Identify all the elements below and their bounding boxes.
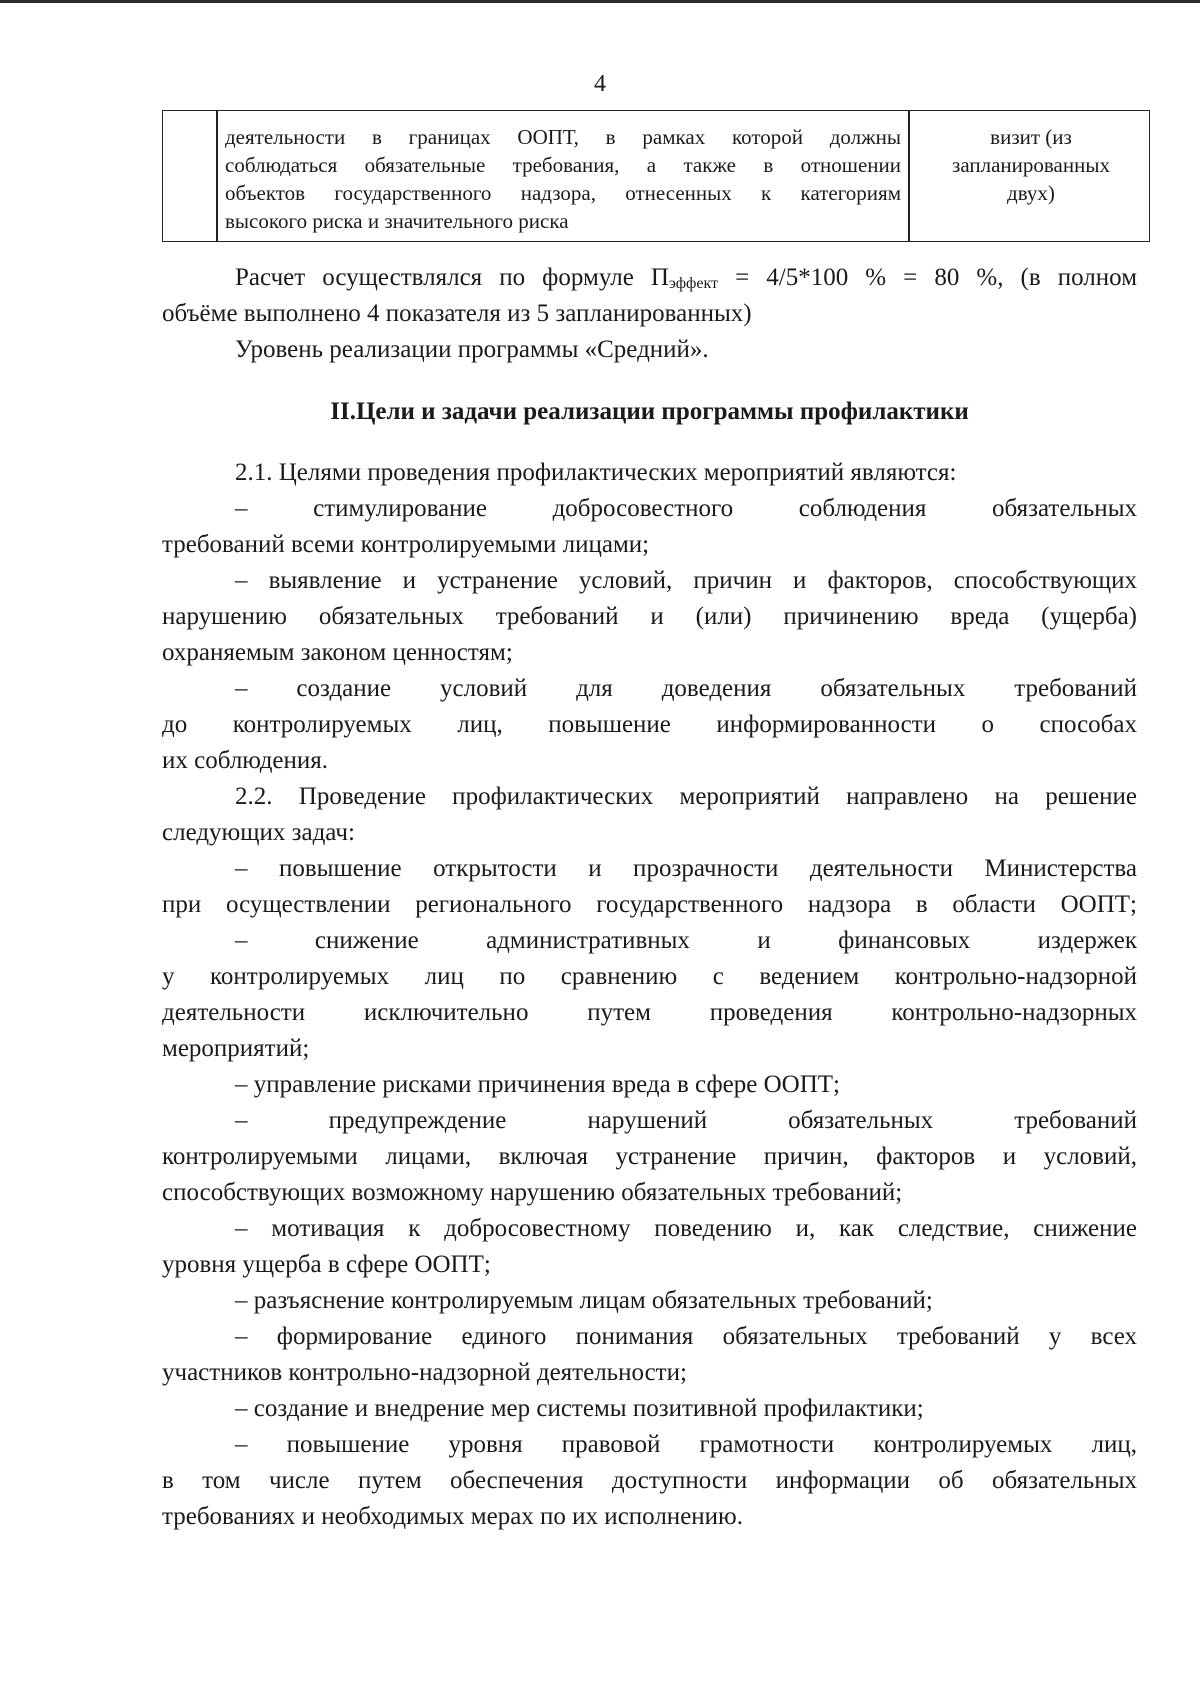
text-line: в том числе путем обеспечения доступности информации об обязательных [162,1467,1137,1494]
formula-text: Расчет осуществлялся по формуле П [235,264,669,291]
table-cell-line: двух) [1007,181,1055,205]
text-line: – предупреждение нарушений обязательных требований [235,1107,1137,1134]
program-level-line: Уровень реализации программы «Средний». [235,336,709,363]
table-cell-line: высокого риска и значительного риска [225,209,569,233]
text-line: у контролируемых лиц по сравнению с ведением контрольно-надзорной [162,963,1137,990]
text-line: способствующих возможному нарушению обязательных требований; [162,1179,903,1206]
text-line: при осуществлении регионального государственного надзора в области ООПТ; [162,891,1137,918]
text-line: до контролируемых лиц, повышение информированности о способах [162,711,1137,738]
text-line: их соблюдения. [162,747,329,774]
text-line: – разъяснение контролируемым лицам обязательных требований; [235,1287,933,1314]
text-line: участников контрольно-надзорной деятельности; [162,1359,687,1386]
table-cell-description [225,123,901,235]
text-line: 2.1. Целями проведения профилактических мероприятий являются: [235,459,957,486]
text-line: – управление рисками причинения вреда в сфере ООПТ; [235,1071,840,1098]
text-line: – снижение административных и финансовых издержек [235,927,1137,954]
table-cell-value [915,123,1147,207]
formula-result: = 4/5*100 % = 80 %, (в полном [718,264,1138,291]
text-line: – выявление и устранение условий, причин и факторов, способствующих [235,567,1137,594]
formula-subscript: эффект [668,275,719,292]
table-cell-line: деятельности в границах ООПТ, в рамках которой должны [225,125,901,149]
calculation-paragraph [162,260,1137,368]
table-fragment [162,110,1150,242]
text-line: нарушению обязательных требований и (или) причинению вреда (ущерба) [162,603,1137,630]
text-line: контролируемыми лицами, включая устранение причин, факторов и условий, [162,1143,1137,1170]
table-cell-line: запланированных [952,153,1110,177]
page-top-edge [0,0,1200,3]
text-line: 2.2. Проведение профилактических мероприятий направлено на решение [235,783,1137,810]
text-line: деятельности исключительно путем проведения контрольно-надзорных [162,999,1137,1026]
table-cell-line: объектов государственного надзора, отнесенных к категориям [225,181,901,205]
section-body [162,455,1137,1535]
text-line: следующих задач: [162,819,355,846]
text-line: – повышение открытости и прозрачности деятельности Министерства [235,855,1137,882]
text-line: – создание условий для доведения обязательных требований [235,675,1137,702]
text-line: – формирование единого понимания обязательных требований у всех [235,1323,1137,1350]
text-line: мероприятий; [162,1035,310,1062]
text-line: – мотивация к добросовестному поведению и, как следствие, снижение [235,1215,1137,1242]
text-line: охраняемым законом ценностям; [162,639,513,666]
calculation-formula-line [162,260,1137,296]
calculation-line: объёме выполнено 4 показателя из 5 запланированных) [162,300,752,327]
text-line: требований всеми контролируемыми лицами; [162,531,650,558]
text-line: требованиях и необходимых мерах по их исполнению. [162,1503,743,1530]
text-line: – повышение уровня правовой грамотности контролируемых лиц, [235,1431,1137,1458]
text-line: – стимулирование добросовестного соблюдения обязательных [235,495,1137,522]
section-heading: II.Цели и задачи реализации программы профилактики [330,398,969,425]
page-number: 4 [594,71,606,97]
text-line: – создание и внедрение мер системы позитивной профилактики; [235,1395,924,1422]
table-cell-line: соблюдаться обязательные требования, а также в отношении [225,153,901,177]
text-line: уровня ущерба в сфере ООПТ; [162,1251,491,1278]
table-divider [216,111,218,241]
table-cell-line: визит (из [990,125,1072,149]
table-divider [908,111,910,241]
